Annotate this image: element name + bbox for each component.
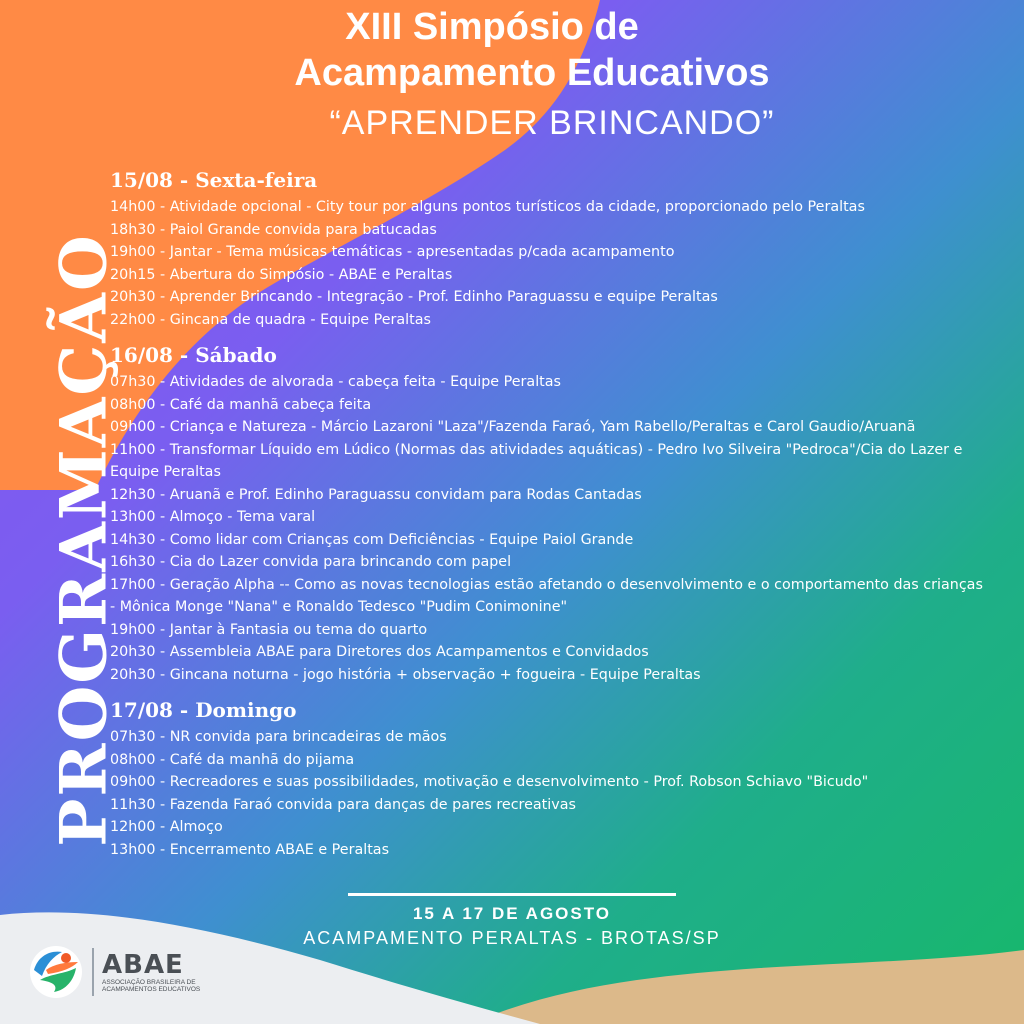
- event-title-line1: XIII Simpósio de: [345, 6, 639, 48]
- schedule-item: 12h00 - Almoço: [110, 819, 223, 835]
- day-title: 16/08 - Sábado: [110, 343, 277, 367]
- schedule-item: 07h30 - Atividades de alvorada - cabeça feita - Equipe Peraltas: [110, 374, 561, 390]
- schedule-item: 09h00 - Criança e Natureza - Márcio Lazaroni "Laza"/Fazenda Faraó, Yam Rabello/Peraltas e Carol Gaudio/Aruanã: [110, 419, 916, 435]
- day-title: 17/08 - Domingo: [110, 698, 297, 722]
- schedule-item: 16h30 - Cia do Lazer convida para brincando com papel: [110, 554, 512, 570]
- logo-divider: [92, 948, 94, 996]
- event-title-line2: Acampamento Educativos: [294, 52, 770, 94]
- schedule: [110, 168, 990, 863]
- logo-name: ABAE: [102, 950, 184, 980]
- schedule-item: 14h00 - Atividade opcional - City tour por alguns pontos turísticos da cidade, proporcionado pelo Peraltas: [110, 199, 865, 215]
- schedule-item: 07h30 - NR convida para brincadeiras de mãos: [110, 729, 447, 745]
- schedule-item: 09h00 - Recreadores e suas possibilidades, motivação e desenvolvimento - Prof. Robson Schiavo "Bicudo": [110, 774, 869, 790]
- schedule-item: 13h00 - Almoço - Tema varal: [110, 509, 316, 525]
- logo-text: [102, 951, 202, 993]
- schedule-item: 22h00 - Gincana de quadra - Equipe Peraltas: [110, 311, 431, 328]
- schedule-item: 08h00 - Café da manhã do pijama: [110, 751, 355, 768]
- schedule-item: 20h15 - Abertura do Simpósio - ABAE e Peraltas: [110, 266, 453, 283]
- day-title: 15/08 - Sexta-feira: [110, 168, 318, 192]
- day-section-saturday: [110, 343, 990, 686]
- schedule-item: 20h30 - Aprender Brincando - Integração - Prof. Edinho Paraguassu e equipe Peraltas: [110, 289, 718, 305]
- schedule-item: 14h30 - Como lidar com Crianças com Deficiências - Equipe Paiol Grande: [110, 531, 634, 548]
- schedule-item: 13h00 - Encerramento ABAE e Peraltas: [110, 841, 390, 858]
- schedule-item: 19h00 - Jantar à Fantasia ou tema do quarto: [110, 621, 428, 638]
- programacao-vertical-label: PROGRAMAÇÃO: [46, 233, 122, 847]
- schedule-item: 08h00 - Café da manhã cabeça feita: [110, 396, 372, 413]
- footer-divider: [348, 893, 676, 896]
- abae-logo-icon: [28, 944, 84, 1000]
- schedule-item: 18h30 - Paiol Grande convida para batucadas: [110, 221, 437, 238]
- day-section-friday: [110, 168, 990, 331]
- event-dates: 15 A 17 DE AGOSTO: [412, 904, 612, 923]
- schedule-item: 17h00 - Geração Alpha -- Como as novas tecnologias estão afetando o desenvolvimento e o comportamento das crianças - Mônica Monge "Nana" e Ronaldo Tedesco "Pudim Conimonine": [110, 576, 983, 615]
- sand-bottom-wave: [470, 950, 1024, 1024]
- abae-logo: [28, 944, 202, 1000]
- schedule-item: 20h30 - Assembleia ABAE para Diretores dos Acampamentos e Convidados: [110, 644, 649, 660]
- schedule-item: 11h00 - Transformar Líquido em Lúdico (Normas das atividades aquáticas) - Pedro Ivo Silveira "Pedroca"/Cia do Lazer e Equipe Peraltas: [110, 441, 963, 480]
- schedule-item: 19h00 - Jantar - Tema músicas temáticas - apresentadas p/cada acampamento: [110, 244, 675, 260]
- schedule-item: 11h30 - Fazenda Faraó convida para danças de pares recreativas: [110, 796, 576, 813]
- schedule-item: 12h30 - Aruanã e Prof. Edinho Paraguassu convidam para Rodas Cantadas: [110, 486, 642, 503]
- event-venue: ACAMPAMENTO PERALTAS - BROTAS/SP: [303, 928, 721, 948]
- event-theme: “APRENDER BRINCANDO”: [329, 104, 775, 142]
- schedule-item: 20h30 - Gincana noturna - jogo história + observação + fogueira - Equipe Peraltas: [110, 666, 701, 683]
- logo-subtitle: ASSOCIAÇÃO BRASILEIRA DE ACAMPAMENTOS EDUCATIVOS: [102, 979, 201, 993]
- day-section-sunday: [110, 698, 990, 861]
